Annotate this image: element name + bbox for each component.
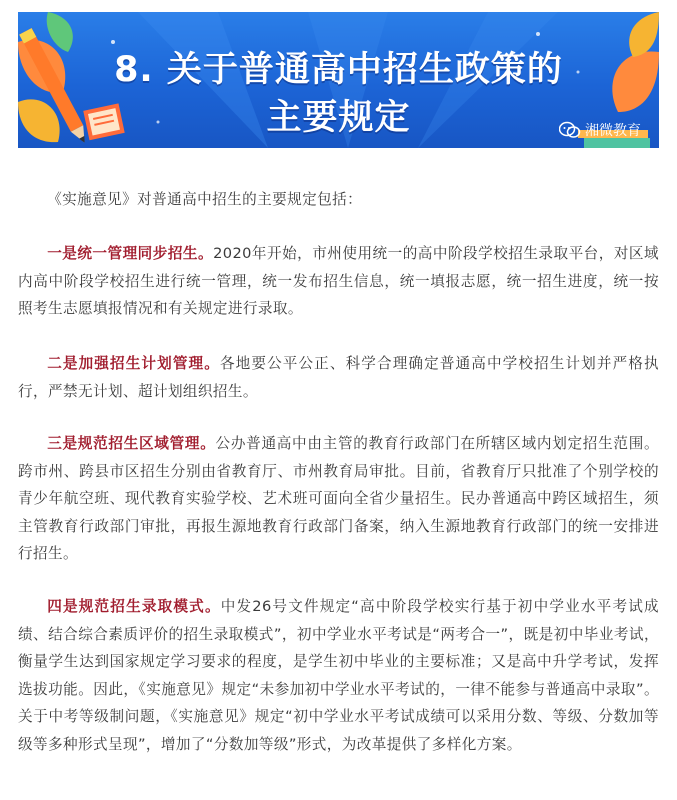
- banner-title-line1: 8. 关于普通高中招生政策的: [114, 50, 563, 90]
- section-body-2: 各地要公平公正、科学合理确定普通高中学校招生计划并严格执行，严禁无计划、超计划组织招生。: [18, 355, 659, 400]
- section-heading-4: 四是规范招生录取模式。: [47, 598, 221, 615]
- section-heading-2: 二是加强招生计划管理。: [47, 355, 220, 372]
- section-paragraph-1: [18, 240, 659, 323]
- section-heading-3: 三是规范招生区域管理。: [47, 435, 216, 452]
- section-paragraph-2: [18, 350, 659, 405]
- section-heading-1: 一是统一管理同步招生。: [47, 245, 214, 262]
- watermark: [559, 120, 641, 140]
- intro-paragraph: 《实施意见》对普通高中招生的主要规定包括：: [47, 191, 363, 208]
- section-body-1: 2020年开始，市州使用统一的高中阶段学校招生录取平台，对区域内高中阶段学校招生进行统一管理，统一发布招生信息，统一填报志愿，统一招生进度，统一按照考生志愿填报情况和有关规定进行录取。: [18, 245, 659, 317]
- section-paragraph-3: [18, 430, 659, 568]
- watermark-text: 湘微教育: [585, 123, 641, 139]
- header-banner: [18, 12, 659, 148]
- banner-title-line2: 主要规定: [266, 98, 411, 138]
- wechat-icon: [559, 121, 581, 139]
- section-body-3: 公办普通高中由主管的教育行政部门在所辖区域内划定招生范围。跨市州、跨县市区招生分别由省教育厅、市州教育局审批。目前，省教育厅只批准了个别学校的青少年航空班、现代教育实验学校、艺术班可面向全省少量招生。民办普通高中跨区域招生，须主管教育行政部门审批，再报生源地教育行政部门备案，纳入生源地教育行政部门的统一安排进行招生。: [18, 435, 660, 562]
- section-body-4: 中发26号文件规定“高中阶段学校实行基于初中学业水平考试成绩、结合综合素质评价的招生录取模式”，初中学业水平考试是“两考合一”，既是初中毕业考试，衡量学生达到国家规定学习要求的程度，是学生初中毕业的主要标准；又是高中升学考试，发挥选拔功能。因此，《实施意见》规定“未参加初中学业水平考试的，一律不能参与普通高中录取”。关于中考等级制问题，《实施意见》规定“初中学业水平考试成绩可以采用分数、等级、分数加等级等多种形式呈现”，增加了“分数加等级”形式，为改革提供了多样化方案。: [18, 598, 659, 753]
- section-paragraph-4: [18, 593, 659, 758]
